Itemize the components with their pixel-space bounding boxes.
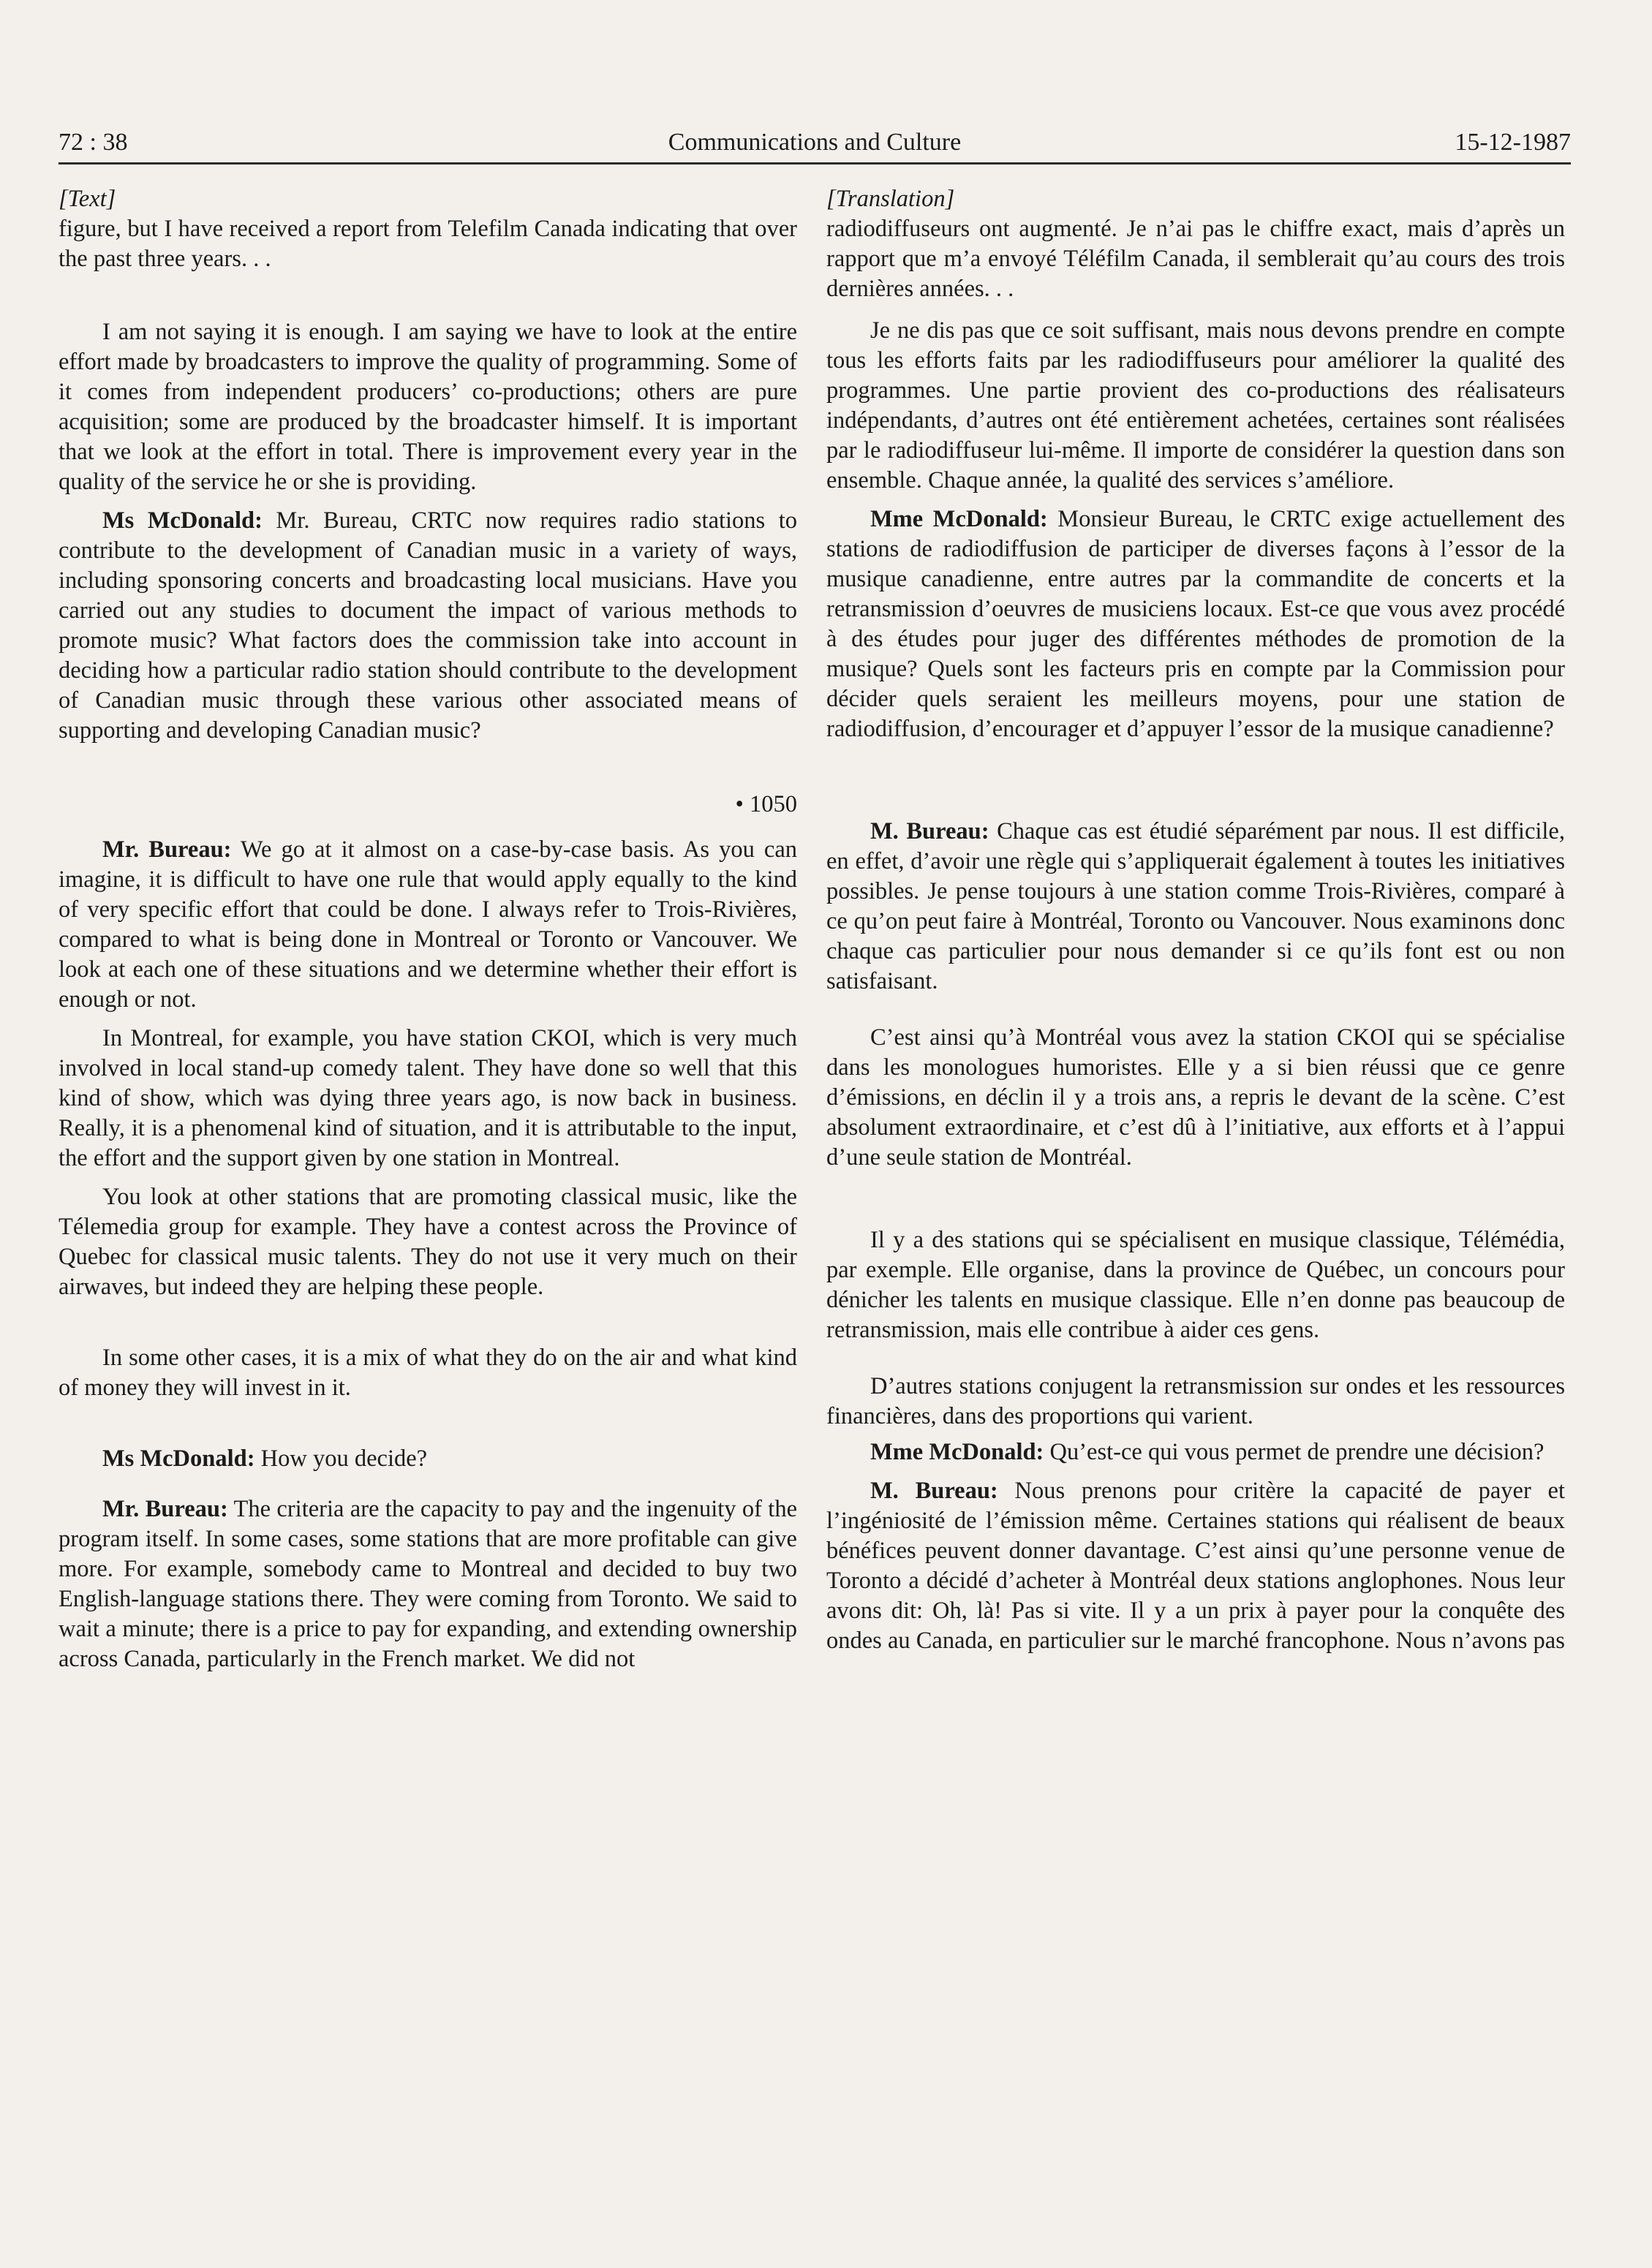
publication-title: Communications and Culture [668,129,962,156]
speaker-name: Ms McDonald: [102,507,263,534]
paragraph-text: We go at it almost on a case-by-case basis. As you can imagine, it is difficult to have one rule that would apply equally to the kind of very specific effort that could be done. I always refer to Trois-Rivières, compared to what is being done in Montreal or Toronto or Vancouver. We look at each one of these situations and we determine whether their effort is enough or not. [59,836,797,1013]
paragraph: Je ne dis pas que ce soit suffisant, mais nous devons prendre en compte tous les efforts faits par les radiodiffuseurs pour améliorer la qualité des programmes. Une partie provient des co-productions des réalisateurs indépendants, d’autres ont été entièrement achetées, certaines sont réalisées par le radiodiffuseur lui-même. Il importe de considérer la question dans son ensemble. Chaque année, la qualité des services s’améliore. [826,317,1565,494]
paragraph: figure, but I have received a report from Telefilm Canada indicating that over the past three years. . . [59,216,797,272]
speaker-name: Mme McDonald: [870,1439,1044,1465]
timestamp: • 1050 [735,791,797,817]
paragraph: You look at other stations that are promoting classical music, like the Télemedia group for example. They have a contest across the Province of Quebec for classical music talents. They do not use it very much on their airwaves, but indeed they are helping these people. [59,1184,797,1300]
paragraph-text: The criteria are the capacity to pay and the ingenuity of the program itself. In some cases, some stations that are more profitable can give more. For example, somebody came to Montreal and decided to buy two English-language stations there. They were coming from Toronto. We said to wait a minute; there is a price to pay for expanding, and extending ownership across Canada, particularly in the French market. We did not [59,1496,797,1672]
paragraph [59,506,797,746]
speaker-name: Mr. Bureau: [102,836,232,863]
paragraph: C’est ainsi qu’à Montréal vous avez la station CKOI qui se spécialise dans les monologues humoristes. Elle y a si bien réussi que ce genre d’émissions, en déclin il y a trois ans, a repris le devant de la scène. C’est absolument extraordinaire, et c’est dû à l’initiative, aux efforts et à l’appui d’une seule station de Montréal. [826,1024,1565,1171]
paragraph-text: Chaque cas est étudié séparément par nous. Il est difficile, en effet, d’avoir une règle qui s’appliquerait également à toutes les initiatives possibles. Je pense toujours à une station comme Trois-Rivières, comparé à ce qu’on peut faire à Montréal, Toronto ou Vancouver. Nous examinons donc chaque cas particulier pour nous demander si ce qu’ils font est ou non satisfaisant. [826,818,1565,994]
speaker-name: Mr. Bureau: [102,1496,228,1522]
speaker-name: M. Bureau: [870,818,989,844]
paragraph [59,1494,797,1674]
paragraph-text: How you decide? [254,1445,428,1472]
paragraph: radiodiffuseurs ont augmenté. Je n’ai pas le chiffre exact, mais d’après un rapport que m’a envoyé Téléfilm Canada, il semblerait qu’au cours des trois dernières années. . . [826,216,1565,302]
page-header [59,124,1571,165]
paragraph [826,817,1565,997]
speaker-name: M. Bureau: [870,1478,998,1504]
paragraph: D’autres stations conjugent la retransmission sur ondes et les ressources financières, dans des proportions qui varient. [826,1373,1565,1429]
paragraph [826,1437,1565,1467]
publication-date: 15-12-1987 [1455,129,1571,156]
french-column [826,184,1565,1656]
paragraph: In Montreal, for example, you have station CKOI, which is very much involved in local stand-up comedy talent. They have done so well that this kind of show, which was dying three years ago, is now back in business. Really, it is a phenomenal kind of situation, and it is attributable to the input, the effort and the support given by one station in Montreal. [59,1025,797,1171]
speaker-name: Mme McDonald: [870,506,1048,532]
paragraph [59,1444,797,1474]
english-column [59,184,797,1674]
paragraph-text: Mr. Bureau, CRTC now requires radio stations to contribute to the development of Canadian music in a variety of ways, including sponsoring concerts and broadcasting local musicians. Have you carried out any studies to document the impact of various methods to promote music? What factors does the commission take into account in deciding how a particular radio station should contribute to the development of Canadian music through these various other associated means of supporting and developing Canadian music? [59,507,798,744]
paragraph: Il y a des stations qui se spécialisent en musique classique, Télémédia, par exemple. Elle organise, dans la province de Québec, un concours pour dénicher les talents en musique classique. Elle n’en donne pas beaucoup de retransmission, mais elle contribue à aider ces gens. [826,1227,1565,1343]
paragraph [826,1476,1565,1656]
paragraph [59,835,797,1015]
paragraph-text: Monsieur Bureau, le CRTC exige actuellement des stations de radiodiffusion de participer de diverses façons à l’essor de la musique canadienne, entre autres par la commandite de concerts et la retransmission d’oeuvres de musiciens locaux. Est-ce que vous avez procédé à des études pour juger des différentes méthodes de promotion de la musique? Quels sont les facteurs pris en compte par la Commission pour décider quels seraient les meilleurs moyens, pour une station de radiodiffusion, d’encourager et d’appuyer l’essor de la musique canadienne? [826,506,1565,742]
speaker-name: Ms McDonald: [102,1445,255,1472]
paragraph-text: Qu’est-ce qui vous permet de prendre une décision? [1044,1439,1544,1465]
paragraph-text: Nous prenons pour critère la capacité de payer et l’ingéniosité de l’émission même. Certaines stations qui réalisent de beaux bénéfices peuvent donner davantage. C’est ainsi qu’une personne venue de Toronto a décidé d’acheter à Montréal deux stations anglophones. Nous leur avons dit: Oh, là! Pas si vite. Il y a un prix à payer pour la conquête des ondes au Canada, en particulier sur le marché francophone. Nous n’avons pas [826,1478,1565,1654]
page-number: 72 : 38 [59,129,128,156]
paragraph [826,504,1565,744]
paragraph: In some other cases, it is a mix of what they do on the air and what kind of money they will invest in it. [59,1345,797,1401]
paragraph: I am not saying it is enough. I am saying we have to look at the entire effort made by broadcasters to improve the quality of programming. Some of it comes from independent producers’ co-productions; others are pure acquisition; some are produced by the broadcaster himself. It is important that we look at the effort in total. There is improvement every year in the quality of the service he or she is providing. [59,319,797,495]
column-label: [Text] [59,186,116,212]
column-label: [Translation] [826,186,955,212]
